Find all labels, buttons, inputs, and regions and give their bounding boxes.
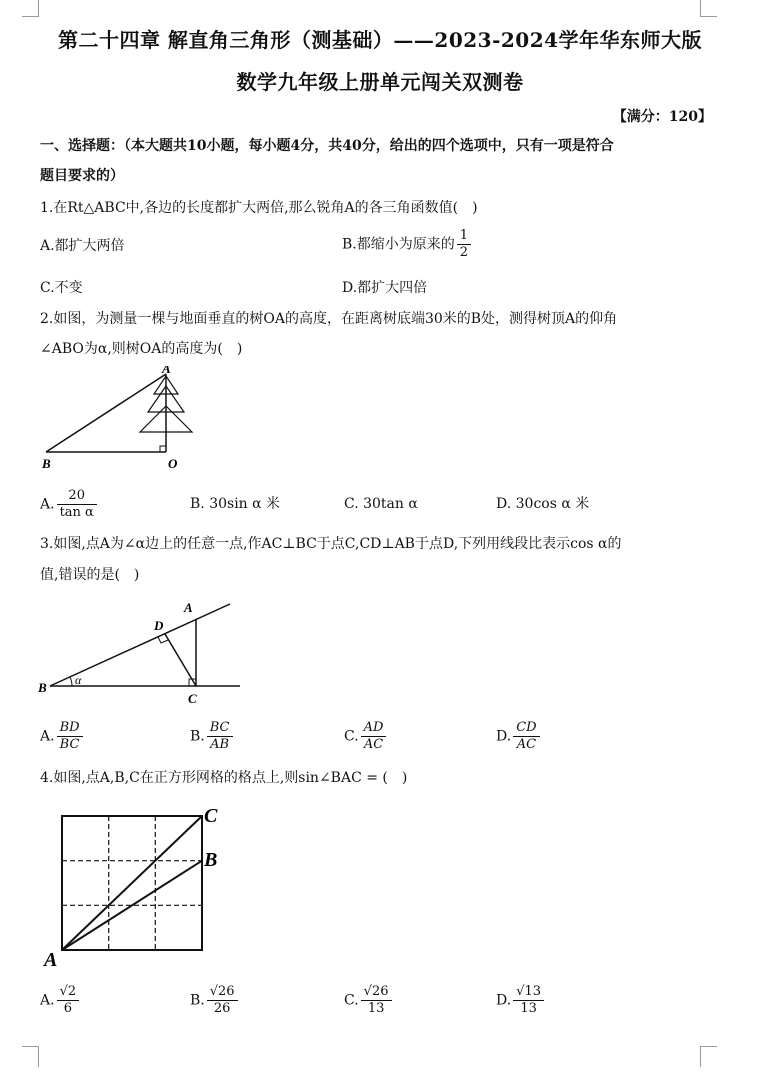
fraction-numerator: AD [361, 720, 387, 737]
question-1-stem: 1.在Rt△ABC中,各边的长度都扩大两倍,那么锐角A的各三角函数值( ) [40, 200, 478, 216]
q4-option-b-prefix: B. [190, 992, 205, 1009]
fraction-numerator: √2 [57, 984, 80, 1001]
fraction-denominator: 2 [459, 245, 469, 260]
q3-angle-figure [36, 596, 246, 712]
q4-label-b: B [204, 849, 218, 871]
q3-option-d-prefix: D. [496, 728, 512, 745]
fraction-denominator: AC [363, 737, 384, 752]
q1-option-a: A.都扩大两倍 [40, 238, 125, 254]
q4-option-b [190, 984, 238, 1017]
q3-option-d-fraction [513, 720, 539, 753]
q4-grid-figure [38, 800, 228, 970]
crop-mark-top-right [700, 0, 717, 17]
q2-option-d: D. 30cos α 米 [496, 496, 590, 512]
q2-label-a: A [162, 366, 171, 376]
q3-option-b [190, 720, 233, 753]
q4-label-c: C [204, 805, 218, 827]
q3-option-c-prefix: C. [344, 728, 359, 745]
fraction-numerator: √13 [513, 984, 544, 1001]
q2-option-a [40, 488, 97, 521]
section-heading: 一、选择题：（本大题共10小题，每小题4分，共40分，给出的四个选项中，只有一项是符合 [40, 138, 614, 154]
q4-option-a-prefix: A. [40, 992, 55, 1009]
q2-tree-figure [36, 366, 196, 476]
q4-option-c [344, 984, 392, 1017]
q2-option-c: C. 30tan α [344, 496, 418, 512]
fraction-numerator: CD [513, 720, 539, 737]
q3-option-b-fraction [207, 720, 233, 753]
question-2-stem: 2.如图，为测量一棵与地面垂直的树OA的高度，在距离树底端30米的B处，测得树顶A的仰角 [40, 311, 618, 327]
q4-option-c-prefix: C. [344, 992, 359, 1009]
fraction-denominator: 13 [520, 1001, 537, 1016]
q3-option-c-fraction [361, 720, 387, 753]
q4-option-c-fraction [361, 984, 392, 1017]
q2-option-b: B. 30sin α 米 [190, 496, 281, 512]
fraction-numerator: BD [57, 720, 83, 737]
fraction-denominator: 6 [63, 1001, 72, 1016]
fraction-denominator: AB [210, 737, 230, 752]
page-title-line-1: 第二十四章 解直角三角形（测基础）——2023-2024学年华东师大版 [57, 28, 703, 52]
q3-option-d [496, 720, 540, 753]
q2-label-b: B [42, 456, 51, 471]
q4-label-a: A [44, 949, 58, 970]
q3-label-b: B [38, 680, 47, 695]
q4-option-d-prefix: D. [496, 992, 512, 1009]
question-3-stem-cont: 值,错误的是( ) [40, 567, 140, 583]
q1-option-b-fraction [457, 228, 471, 261]
q3-label-d: D [154, 618, 164, 633]
q4-option-a-fraction [57, 984, 80, 1017]
crop-mark-bottom-right [700, 1046, 717, 1067]
fraction-numerator: √26 [207, 984, 238, 1001]
q4-option-a [40, 984, 79, 1017]
fraction-numerator: 20 [57, 488, 97, 505]
fraction-denominator: 26 [213, 1001, 231, 1016]
fraction-denominator: 13 [367, 1001, 385, 1016]
question-2-stem-cont: ∠ABO为α,则树OA的高度为( ) [40, 341, 243, 357]
q4-option-d [496, 984, 544, 1017]
full-score-label: 【满分：120】 [612, 109, 712, 125]
q2-label-o: O [168, 456, 178, 471]
crop-mark-top-left [22, 0, 39, 17]
q3-option-a-fraction [57, 720, 83, 753]
section-heading-cont: 题目要求的） [40, 168, 124, 184]
q1-option-d: D.都扩大四倍 [342, 280, 428, 296]
q3-option-a-prefix: A. [40, 728, 55, 745]
q4-option-d-fraction [513, 984, 544, 1017]
q1-option-b [342, 228, 471, 261]
q3-label-c: C [188, 691, 197, 706]
q3-option-c [344, 720, 386, 753]
question-4-stem: 4.如图,点A,B,C在正方形网格的格点上,则sin∠BAC = ( ) [40, 770, 408, 786]
q3-label-alpha: α [75, 673, 82, 687]
crop-mark-bottom-left [22, 1046, 39, 1067]
q2-option-a-fraction [57, 488, 97, 521]
fraction-numerator: 1 [457, 228, 471, 245]
page-title-line-2: 数学九年级上册单元闯关双测卷 [236, 70, 524, 94]
q3-option-b-prefix: B. [190, 728, 205, 745]
q2-option-a-prefix: A. [40, 496, 55, 513]
fraction-denominator: AC [516, 737, 537, 752]
question-3-stem: 3.如图,点A为∠α边上的任意一点,作AC⊥BC于点C,CD⊥AB于点D,下列用线段比表示cos α的 [40, 536, 622, 552]
fraction-denominator: BC [59, 737, 80, 752]
fraction-numerator: BC [207, 720, 233, 737]
q3-option-a [40, 720, 83, 753]
q4-option-b-fraction [207, 984, 238, 1017]
q3-label-a: A [184, 600, 193, 615]
fraction-numerator: √26 [361, 984, 392, 1001]
q1-option-c: C.不变 [40, 280, 83, 296]
q1-option-b-text: B.都缩小为原来的 [342, 236, 455, 253]
fraction-denominator: tan α [59, 505, 94, 520]
